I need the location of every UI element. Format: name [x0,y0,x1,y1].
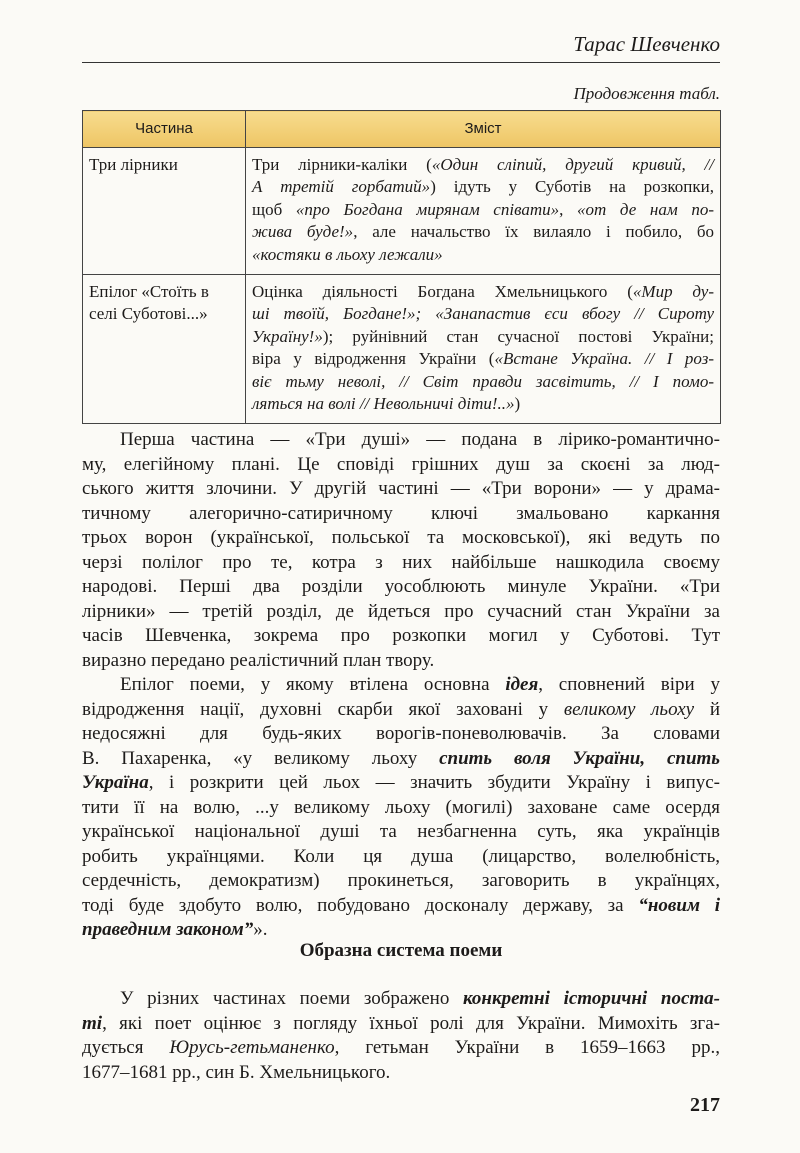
content-cell [246,275,721,424]
emphasized-text: ідея [505,674,539,695]
running-title: Тарас Шевченко [573,32,720,56]
text-segment: відродження нації, духовні скарби якої заховані у [82,698,564,720]
text-line [82,575,720,600]
text-segment: Перша частина — «Три душі» — подана в лірико-романтично- [120,429,720,450]
table-row [83,275,721,424]
emphasized-text: «костяки в льоху лежали» [252,244,443,264]
text-line [252,176,714,198]
text-line [82,987,720,1012]
table-header-content: Зміст [246,111,721,148]
text-line [82,600,720,625]
text-line [82,796,720,821]
text-line [82,477,720,502]
text-segment: тоді буде здобуто волю, побудовано досконалу державу, за [82,894,639,916]
text-line [82,551,720,576]
part-name: Епілог «Стоїть в [89,282,209,302]
table-header-part: Частина [83,111,246,148]
text-line [82,453,720,478]
emphasized-text: великому льоху [563,698,695,720]
table-continuation-label: Продовження табл. [573,84,720,103]
emphasized-text: ляться на волі // Невольничі діти!..» [252,394,515,414]
text-segment: тити її на волю, ...у великому льоху (могилі) заховане саме осердя [82,796,720,818]
part-name: селі Суботові...» [89,304,208,324]
part-cell [83,275,246,424]
text-segment: недосяжні для будь-яких ворогів-поневолювачів. За словами [82,723,720,744]
text-line [82,845,720,870]
emphasized-text: Юрусь-гетьманенко [169,1037,335,1058]
text-line [252,303,714,325]
text-segment: щоб [252,199,296,219]
emphasized-text: «про Богдана мирянам співати» [295,199,560,219]
paragraph-historical-figures [82,987,720,1085]
emphasized-text: «Мир ду- [632,282,714,302]
text-line [252,393,714,415]
emphasized-text: «Встане Україна. // І роз- [494,349,714,369]
text-line [82,894,720,919]
emphasized-text: спить воля України, спить [439,747,720,769]
text-segment: У різних частинах поеми зображено [120,988,464,1009]
content-cell [246,148,721,275]
emphasized-text: жива буде!» [252,222,354,242]
poem-parts-table [82,110,721,424]
text-segment: дується [82,1037,170,1058]
text-line [252,371,714,393]
text-line [82,649,720,674]
part-name: Три лірники [89,155,178,174]
text-segment: ) ідуть у Суботів на розкопки, [430,177,714,197]
text-segment: часів Шевченка, зокрема про розкопки могил у Суботові. Тут [82,625,720,646]
text-segment: Епілог поеми, у якому втілена основна [120,674,506,695]
emphasized-text: А третій горбатий» [252,177,431,197]
text-segment: , [559,199,578,219]
text-line [82,698,720,723]
text-line [252,281,714,303]
text-segment: В. Пахаренка, «у великому льоху [82,747,440,769]
text-segment: трьох ворон (української, польської та московської), які ведуть по [82,527,720,548]
text-line [82,624,720,649]
text-segment: , але начальство їх вилаяло і побило, бо [353,222,714,242]
emphasized-text: віє тьму неволі, // Світ правди засвітить, // І помо- [252,371,714,391]
text-segment: , які поет оцінює з погляду їхньої ролі для України. Мимохіть зга- [102,1012,720,1034]
text-line [252,348,714,370]
text-line [82,869,720,894]
text-line [82,722,720,747]
text-segment: , і розкрити цей льох — значить збудити Україну і випус- [148,772,720,793]
text-segment: ); руйнівний стан сучасної постові України; [322,326,714,346]
text-line [82,1036,720,1061]
text-line [82,820,720,845]
text-line [82,918,720,943]
text-segment: лірники» — третій розділ, де йдеться про сучасний стан України за [82,600,720,622]
text-segment: виразно передано реалістичний план твору. [82,649,435,671]
text-segment: , сповнений віри у [538,674,720,695]
text-segment: Три лірники-каліки ( [252,155,432,174]
text-segment: української національної душі та незбагненна суть, яка українців [82,821,720,842]
emphasized-text: Україна [82,772,149,793]
text-segment: черзі полілог про те, котра з них найбільше нашкодила своєму [82,551,720,573]
emphasized-text: ті [82,1012,103,1034]
text-line [82,673,720,698]
emphasized-text: ші твоїй, Богдане!»; «Занапастив єси вбогу // Сироту [252,304,714,324]
section-heading: Образна система поеми [299,940,503,961]
text-segment: 1677–1681 рр., син Б. Хмельницького. [82,1061,391,1083]
text-line [252,244,714,266]
header-rule [82,62,720,63]
text-segment: віра у відродження України ( [252,349,495,369]
emphasized-text: «от де нам по- [577,199,715,219]
emphasized-text: Україну!» [252,326,323,346]
text-line [252,154,714,176]
text-line [252,199,714,221]
text-segment: ». [253,919,268,940]
text-line [82,747,720,772]
text-segment: Оцінка діяльності Богдана Хмельницького ( [252,282,633,302]
emphasized-text: праведним законом” [82,919,254,940]
text-segment: ) [514,394,521,414]
page-number: 217 [690,1094,720,1116]
text-line [82,771,720,796]
text-segment: й [694,698,720,720]
text-line [82,1061,720,1086]
text-line [82,428,720,453]
emphasized-text: конкретні історичні поста- [463,988,720,1009]
text-segment: ського життя злочини. У другій частині — «Три ворони» — у драма- [82,478,720,499]
emphasized-text: «Один сліпий, другий кривий, // [431,155,714,174]
emphasized-text: “новим і [638,894,721,916]
text-line [252,221,714,243]
text-line [82,526,720,551]
table-row [83,148,721,275]
text-line [252,326,714,348]
text-segment: сердечність, демократизм) прокинеться, заговорить в українцях, [82,870,720,891]
text-segment: , гетьман України в 1659–1663 рр., [334,1037,720,1058]
text-line [82,502,720,527]
text-segment: народові. Перші два розділи уособлюють минуле України. «Три [82,576,720,597]
paragraph-epilogue [82,673,720,943]
text-segment: тичному алегорично-сатиричному ключі змальовано каркання [82,502,720,524]
part-cell [83,148,246,275]
text-segment: му, елегійному плані. Це сповіді грішних душ за скоєні за люд- [82,453,720,475]
text-line [82,1012,720,1037]
paragraph-three-parts [82,428,720,673]
text-segment: робить українцями. Коли ця душа (лицарство, волелюбність, [82,845,720,867]
